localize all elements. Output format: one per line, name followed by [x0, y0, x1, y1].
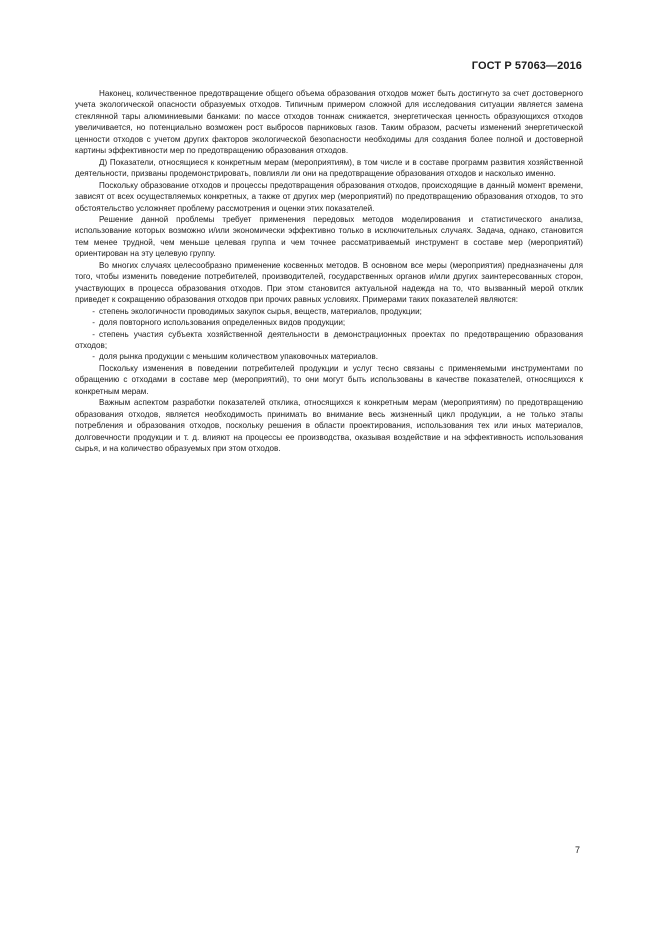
list-item-text: степень экологичности проводимых закупок сырья, веществ, материалов, продукции;: [99, 306, 422, 316]
list-item: [75, 351, 583, 362]
page-number: 7: [574, 845, 580, 855]
paragraph: Д) Показатели, относящиеся к конкретным мерам (мероприятиям), в том числе и в составе программ развития хозяйственной деятельности, призваны продемонстрировать, повлияли ли они на предотвращение образования отходов и насколько именно.: [75, 157, 583, 179]
paragraph: Решение данной проблемы требует применения передовых методов моделирования и статистического анализа, использование которых возможно и/или экономически эффективно только в исключительных случаях. Задача, однако, становится тем менее трудной, чем меньше целевая группа и чем точнее рассматриваемый инструмент в составе мер (мероприятий) ориентирован на эту целевую группу.: [75, 214, 583, 259]
document-body: [75, 88, 583, 455]
paragraph: Во многих случаях целесообразно применение косвенных методов. В основном все меры (мероприятия) предназначены для того, чтобы изменить поведение потребителей, производителей, государственных органов и/или других заинтересованных сторон, участвующих в процесса образования отходов. При этом становится актуальной надежда на то, что вызванный мерой отклик приведет к сокращению образования отходов при прочих равных условиях. Примерами таких показателей являются:: [75, 260, 583, 305]
paragraph: Наконец, количественное предотвращение общего объема образования отходов может быть достигнуто за счет достоверного учета экологической опасности образуемых отходов. Типичным примером сложной для исследования ситуации является замена стеклянной тары алюминиевыми банками: по массе отходов тоннаж снижается, энергетическая ценность образующихся отходов увеличивается, но потенциально возможен рост выбросов парниковых газов. Таким образом, расчеты изменений энергетической ценности отходов с учетом других факторов экологической безопасности необходимы для создания более полной и достоверной картины эффективности мер по предотвращению образования отходов.: [75, 89, 583, 156]
standard-designation: ГОСТ Р 57063—2016: [471, 60, 582, 72]
list-item: [75, 317, 583, 328]
list-marker: -: [92, 329, 95, 339]
list-item-text: доля повторного использования определенных видов продукции;: [99, 318, 346, 328]
paragraph: Поскольку образование отходов и процессы предотвращения образования отходов, происходящие в данный момент времени, зависят от всех осуществляемых конкретных, а также от других мер (мероприятий) по предотвращению образования отходов, то это обстоятельство усложняет проблему рассмотрения и оценки этих показателей.: [75, 180, 583, 213]
list-marker: -: [92, 318, 95, 328]
list-item-text: степень участия субъекта хозяйственной деятельности в демонстрационных проектах по предотвращению образования отходов;: [75, 329, 583, 350]
list-marker: -: [92, 306, 95, 316]
paragraph: Поскольку изменения в поведении потребителей продукции и услуг тесно связаны с применяемыми инструментами по обращению с отходами в составе мер (мероприятий), то они могут быть использованы в качестве показателей, относящихся к конкретным мерам.: [75, 363, 583, 396]
list-item: [75, 329, 583, 352]
list-item-text: доля рынка продукции с меньшим количеством упаковочных материалов.: [99, 352, 378, 362]
paragraph: Важным аспектом разработки показателей отклика, относящихся к конкретным мерам (мероприятиям) по предотвращению образования отходов, является необходимость принимать во внимание весь жизненный цикл продукции, а не только этапы потребления и образования отходов, поскольку решения в области проектирования, использования тех или иных материалов, долговечности продукции и т. д. влияют на процессы ее производства, оказывая воздействие и на эффективность использования сырья, и на количество образуемых при этом отходов.: [75, 398, 583, 454]
list-item: [75, 306, 583, 317]
list-marker: -: [92, 352, 95, 362]
